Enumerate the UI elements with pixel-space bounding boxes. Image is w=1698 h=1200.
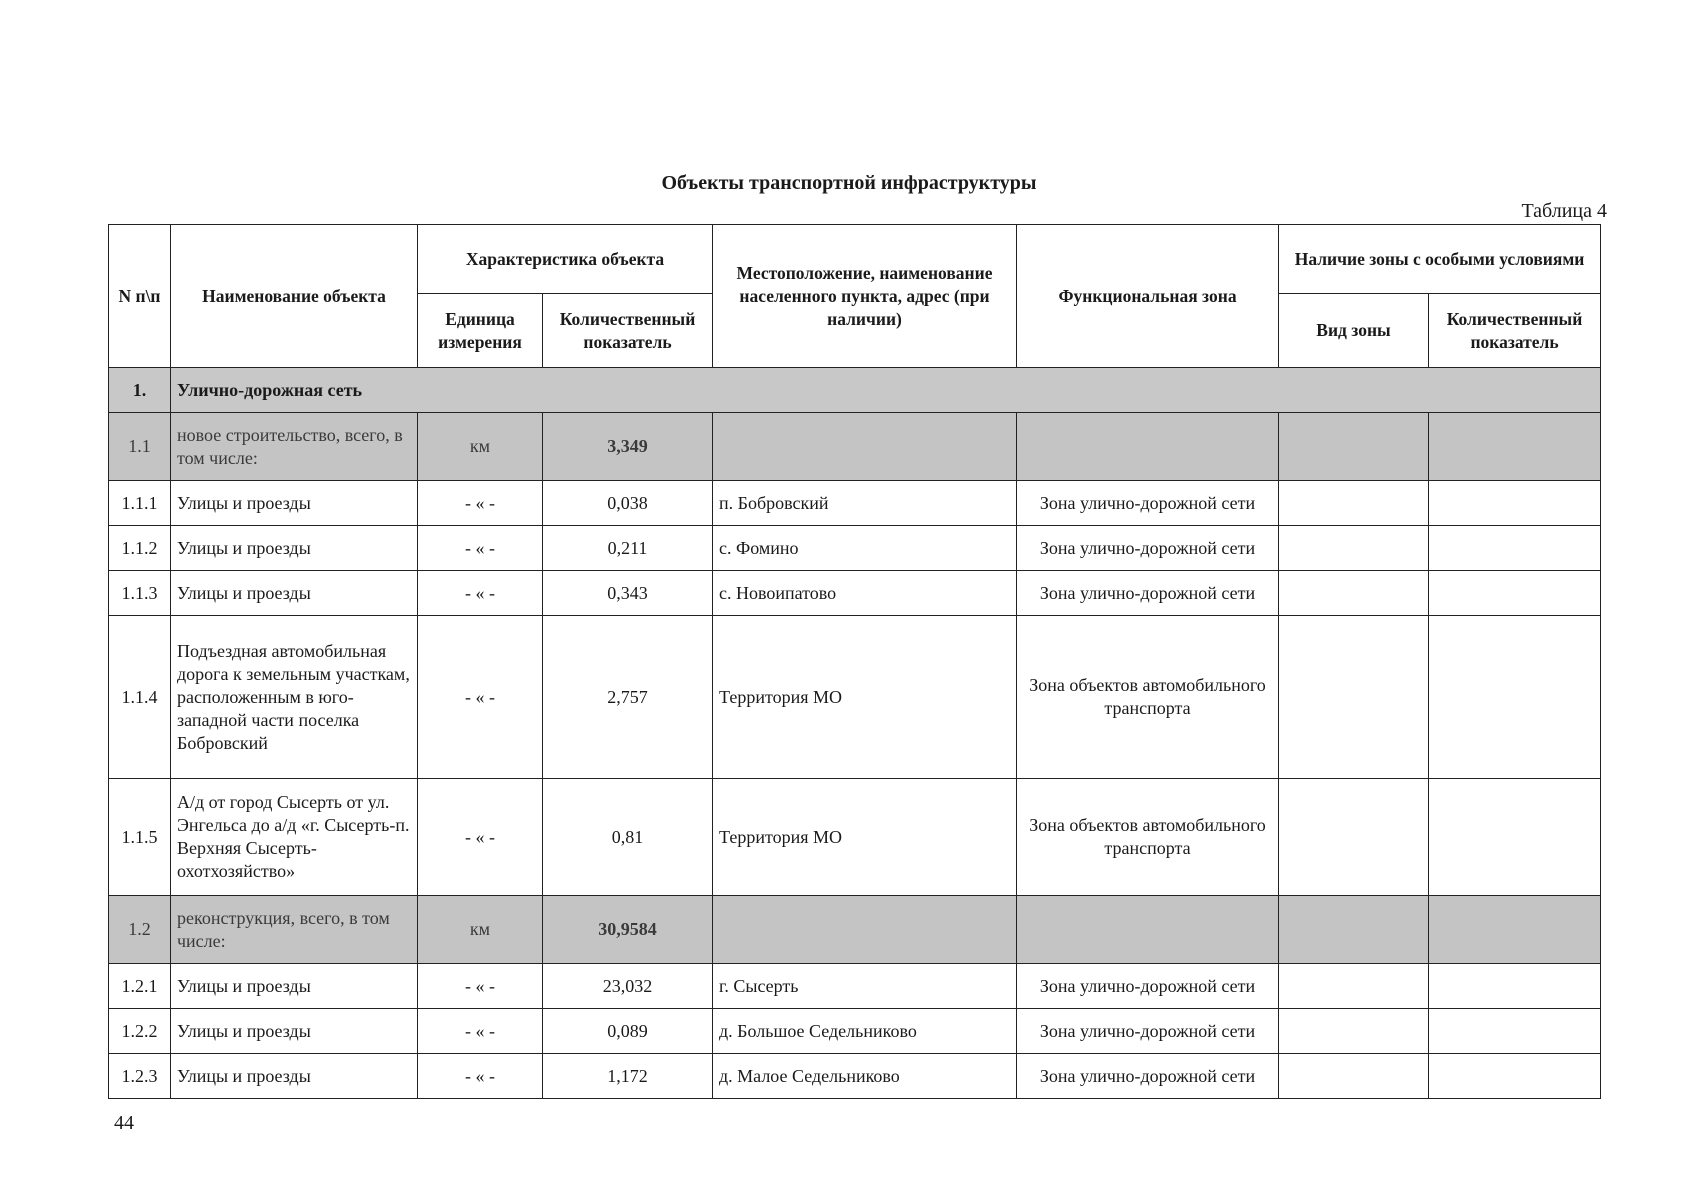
row-unit: - « - xyxy=(418,571,543,616)
row-zone-type xyxy=(1279,616,1429,779)
row-zone-type xyxy=(1279,896,1429,964)
header-zone-quantity: Количественный показатель xyxy=(1429,294,1601,368)
row-zone-type xyxy=(1279,1009,1429,1054)
table-row xyxy=(109,1054,1601,1099)
row-name: А/д от город Сысерть от ул. Энгельса до а/д «г. Сысерть-п. Верхняя Сысерть- охотхозяйство» xyxy=(171,779,418,896)
table-row xyxy=(109,964,1601,1009)
row-zone: Зона объектов автомобильного транспорта xyxy=(1017,779,1279,896)
row-zone-qty xyxy=(1429,1054,1601,1099)
header-functional-zone: Функциональная зона xyxy=(1017,225,1279,368)
row-zone-type xyxy=(1279,481,1429,526)
row-value: 0,81 xyxy=(543,779,713,896)
table-row xyxy=(109,571,1601,616)
header-quantity: Количественный показатель xyxy=(543,294,713,368)
table-row xyxy=(109,481,1601,526)
header-num: N п\п xyxy=(109,225,171,368)
row-zone-qty xyxy=(1429,964,1601,1009)
table-row xyxy=(109,779,1601,896)
row-zone-type xyxy=(1279,413,1429,481)
header-zone-type: Вид зоны xyxy=(1279,294,1429,368)
row-value: 0,089 xyxy=(543,1009,713,1054)
row-value: 23,032 xyxy=(543,964,713,1009)
header-special-zone: Наличие зоны с особыми условиями xyxy=(1279,225,1601,294)
row-zone-type xyxy=(1279,1054,1429,1099)
row-location: Территория МО xyxy=(713,779,1017,896)
row-num: 1.2.3 xyxy=(109,1054,171,1099)
row-name: Улицы и проезды xyxy=(171,481,418,526)
row-value: 0,038 xyxy=(543,481,713,526)
row-zone: Зона улично-дорожной сети xyxy=(1017,964,1279,1009)
header-characteristic: Характеристика объекта xyxy=(418,225,713,294)
row-unit: - « - xyxy=(418,1054,543,1099)
row-zone-qty xyxy=(1429,779,1601,896)
row-value: 3,349 xyxy=(543,413,713,481)
row-zone-type xyxy=(1279,571,1429,616)
row-zone-qty xyxy=(1429,526,1601,571)
section-num: 1. xyxy=(109,368,171,413)
row-value: 30,9584 xyxy=(543,896,713,964)
row-unit: - « - xyxy=(418,526,543,571)
row-zone xyxy=(1017,896,1279,964)
row-zone: Зона улично-дорожной сети xyxy=(1017,1054,1279,1099)
row-name: реконструкция, всего, в том числе: xyxy=(171,896,418,964)
row-name: Подъездная автомобильная дорога к земельным участкам, расположенным в юго-западной части поселка Бобровский xyxy=(171,616,418,779)
row-zone-qty xyxy=(1429,571,1601,616)
row-zone-type xyxy=(1279,779,1429,896)
row-zone xyxy=(1017,413,1279,481)
row-unit: км xyxy=(418,896,543,964)
table-row xyxy=(109,526,1601,571)
row-zone-type xyxy=(1279,964,1429,1009)
row-num: 1.2.1 xyxy=(109,964,171,1009)
row-unit: - « - xyxy=(418,616,543,779)
table-row xyxy=(109,896,1601,964)
row-value: 0,211 xyxy=(543,526,713,571)
table-row xyxy=(109,413,1601,481)
header-location: Местоположение, наименование населенного пункта, адрес (при наличии) xyxy=(713,225,1017,368)
row-zone-qty xyxy=(1429,413,1601,481)
row-zone-qty xyxy=(1429,896,1601,964)
row-unit: - « - xyxy=(418,964,543,1009)
row-unit: - « - xyxy=(418,481,543,526)
row-zone-type xyxy=(1279,526,1429,571)
row-zone-qty xyxy=(1429,481,1601,526)
row-num: 1.1.1 xyxy=(109,481,171,526)
row-location: д. Малое Седельниково xyxy=(713,1054,1017,1099)
row-zone-qty xyxy=(1429,616,1601,779)
row-name: Улицы и проезды xyxy=(171,1054,418,1099)
table-row xyxy=(109,616,1601,779)
row-zone-qty xyxy=(1429,1009,1601,1054)
row-num: 1.2.2 xyxy=(109,1009,171,1054)
table-number: Таблица 4 xyxy=(1521,200,1607,222)
row-unit: - « - xyxy=(418,779,543,896)
row-num: 1.1.3 xyxy=(109,571,171,616)
page-title: Объекты транспортной инфраструктуры xyxy=(661,172,1037,194)
row-zone: Зона улично-дорожной сети xyxy=(1017,526,1279,571)
row-unit: км xyxy=(418,413,543,481)
row-location xyxy=(713,896,1017,964)
section-name: Улично-дорожная сеть xyxy=(171,368,1601,413)
row-location: п. Бобровский xyxy=(713,481,1017,526)
row-zone: Зона объектов автомобильного транспорта xyxy=(1017,616,1279,779)
header-name: Наименование объекта xyxy=(171,225,418,368)
row-num: 1.1.5 xyxy=(109,779,171,896)
section-row xyxy=(109,368,1601,413)
row-location: Территория МО xyxy=(713,616,1017,779)
header-unit: Единица измерения xyxy=(418,294,543,368)
row-name: Улицы и проезды xyxy=(171,571,418,616)
row-name: Улицы и проезды xyxy=(171,1009,418,1054)
row-name: новое строительство, всего, в том числе: xyxy=(171,413,418,481)
row-location: г. Сысерть xyxy=(713,964,1017,1009)
row-zone: Зона улично-дорожной сети xyxy=(1017,1009,1279,1054)
row-value: 2,757 xyxy=(543,616,713,779)
row-location: с. Фомино xyxy=(713,526,1017,571)
row-num: 1.1 xyxy=(109,413,171,481)
row-name: Улицы и проезды xyxy=(171,964,418,1009)
row-location xyxy=(713,413,1017,481)
row-num: 1.1.4 xyxy=(109,616,171,779)
row-unit: - « - xyxy=(418,1009,543,1054)
table-row xyxy=(109,1009,1601,1054)
row-location: д. Большое Седельниково xyxy=(713,1009,1017,1054)
row-num: 1.1.2 xyxy=(109,526,171,571)
transport-infrastructure-table xyxy=(108,224,1601,1099)
row-zone: Зона улично-дорожной сети xyxy=(1017,571,1279,616)
row-num: 1.2 xyxy=(109,896,171,964)
row-location: с. Новоипатово xyxy=(713,571,1017,616)
row-name: Улицы и проезды xyxy=(171,526,418,571)
page-number: 44 xyxy=(114,1112,134,1134)
row-value: 1,172 xyxy=(543,1054,713,1099)
row-zone: Зона улично-дорожной сети xyxy=(1017,481,1279,526)
row-value: 0,343 xyxy=(543,571,713,616)
